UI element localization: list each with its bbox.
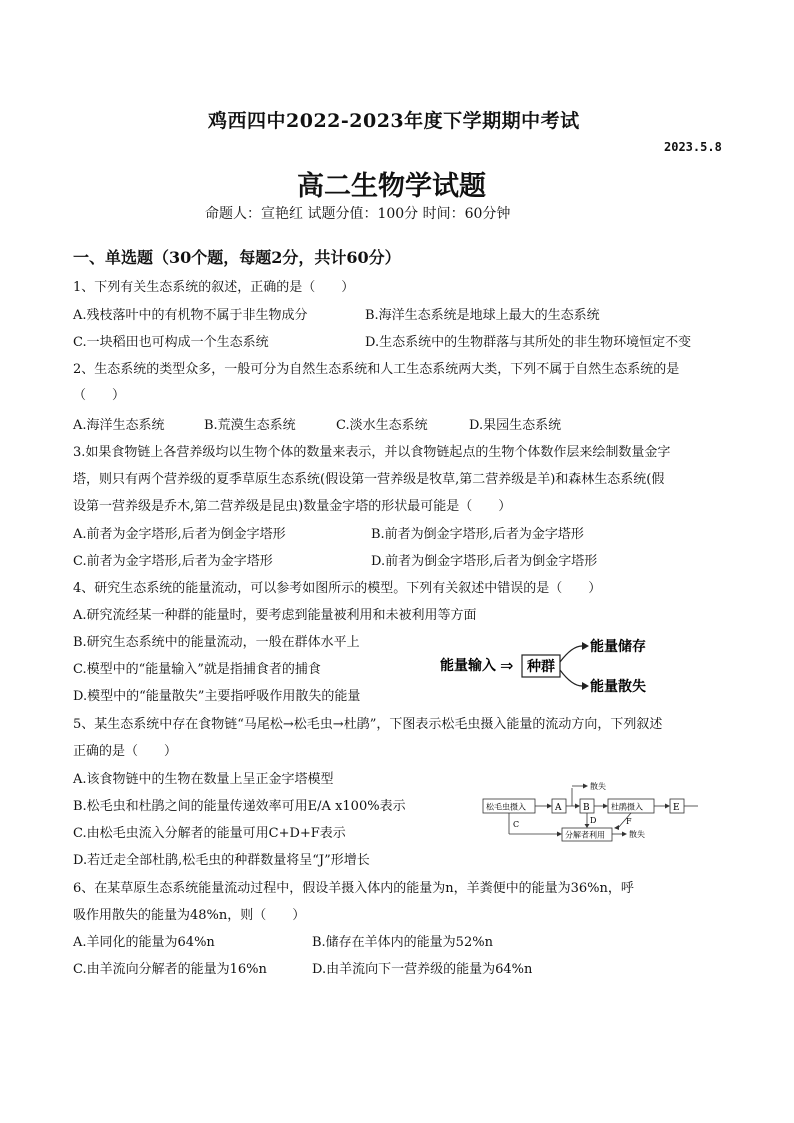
energy-loss-label: 能量散失 [590,679,646,695]
option-a: A.残枝落叶中的有机物不属于非生物成分 [73,308,308,323]
decomposer-label: 分解者利用 [565,830,605,840]
d-label: D [590,816,597,825]
question-stem-line2: 吸作用散失的能量为48%n，则（ ） [73,908,306,923]
option-d: D.由羊流向下一营养级的能量为64%n [312,962,533,977]
arrow-to-storage [560,646,582,662]
arrow-head-icon [585,824,590,828]
double-arrow-icon: ⇒ [500,656,514,675]
option-d: D.模型中的“能量散失”主要指呼吸作用散失的能量 [73,689,361,704]
subject-title: 高二生物学试题 [297,171,486,202]
pine-caterpillar-energy-flow-diagram [480,778,702,848]
population-label: 种群 [527,659,555,675]
intake-label: 松毛虫摄入 [486,802,526,812]
arrow-head-icon [557,832,562,837]
option-a: A.研究流经某一种群的能量时，要考虑到能量被利用和未被利用等方面 [73,608,477,623]
a-label: A [555,803,562,813]
option-c: C.前者为金字塔形,后者为金字塔形 [73,554,273,569]
option-b: B.储存在羊体内的能量为52%n [312,935,493,950]
option-c: C.一块稻田也可构成一个生态系统 [73,335,269,350]
arrow-head-icon [614,825,619,830]
option-a: A.海洋生态系统 [73,418,165,433]
exam-meta-info: 命题人：宣艳红 试题分值：100分 时间：60分钟 [205,206,511,222]
option-d: D.前者为倒金字塔形,后者为倒金字塔形 [371,554,598,569]
option-b: B.松毛虫和杜鹃之间的能量传递效率可用E/A x100%表示 [73,799,406,814]
exam-school-title: 鸡西四中2022-2023年度下学期期中考试 [208,110,580,132]
f-label: F [626,817,632,826]
option-c: C.淡水生态系统 [336,418,428,433]
option-d: D.生态系统中的生物群落与其所处的非生物环境恒定不变 [365,335,692,350]
question-stem: 4、研究生态系统的能量流动，可以参考如图所示的模型。下列有关叙述中错误的是（ ） [73,581,602,596]
option-b: B.海洋生态系统是地球上最大的生态系统 [365,308,600,323]
option-d: D.若迁走全部杜鹃,松毛虫的种群数量将呈“J”形增长 [73,853,370,868]
question-stem-line2: （ ） [73,388,126,403]
question-stem-line1: 6、在某草原生态系统能量流动过程中，假设羊摄入体内的能量为n，羊粪便中的能量为36%n，呼 [73,881,634,896]
option-d: D.果园生态系统 [469,418,562,433]
question-stem: 1、下列有关生态系统的叙述，正确的是（ ） [73,280,355,295]
option-c: C.模型中的“能量输入”就是指捕食者的捕食 [73,662,321,677]
energy-storage-label: 能量储存 [590,639,646,655]
question-stem-line2: 正确的是（ ） [73,744,178,759]
option-c: C.由羊流向分解者的能量为16%n [73,962,267,977]
exam-date: 2023.5.8 [664,140,722,154]
arrow-head-storage-icon [582,642,589,650]
question-stem-line1: 5、某生态系统中存在食物链“马尾松→松毛虫→杜鹃”，下图表示松毛虫摄入能量的流动方向，下列叙述 [73,717,663,732]
option-b: B.研究生态系统中的能量流动，一般在群体水平上 [73,635,360,650]
option-a: A.前者为金字塔形,后者为倒金字塔形 [73,527,286,542]
question-stem-line2: 塔，则只有两个营养级的夏季草原生态系统(假设第一营养级是牧草,第二营养级是羊)和森林生态系统(假 [73,472,665,487]
top-loss-label: 散失 [590,782,606,791]
c-label: C [513,820,520,829]
arrow-head-loss-icon [582,682,589,690]
option-a: A.该食物链中的生物在数量上呈正金字塔模型 [73,772,334,787]
arrow-head-icon [547,804,552,809]
e-label: E [673,803,680,813]
option-c: C.由松毛虫流入分解者的能量可用C+D+F表示 [73,826,346,841]
arrow-head-icon [583,784,588,789]
section-heading-single-choice: 一、单选题（30个题，每题2分，共计60分） [73,248,401,267]
right-loss-label: 散失 [629,830,645,839]
option-b: B.荒漠生态系统 [204,418,296,433]
question-stem-line3: 设第一营养级是乔木,第二营养级是昆虫)数量金字塔的形状最可能是（ ） [73,499,512,514]
b-label: B [583,803,590,813]
arrow-head-icon [603,804,608,809]
cuckoo-intake-label: 杜鹃摄入 [611,802,643,812]
arrow-head-icon [665,804,670,809]
energy-input-label: 能量输入 [440,658,496,674]
option-b: B.前者为倒金字塔形,后者为金字塔形 [371,527,584,542]
question-stem-line1: 2、生态系统的类型众多，一般可分为自然生态系统和人工生态系统两大类，下列不属于自然生态系统的是 [73,362,680,377]
option-a: A.羊同化的能量为64%n [73,935,215,950]
arrow-head-icon [622,832,627,837]
arrow-to-loss [560,670,582,686]
energy-flow-model-diagram [436,636,660,698]
arrow-head-icon [575,804,580,809]
question-stem-line1: 3.如果食物链上各营养级均以生物个体的数量来表示，并以食物链起点的生物个体数作层来绘制数量金字 [73,445,671,460]
